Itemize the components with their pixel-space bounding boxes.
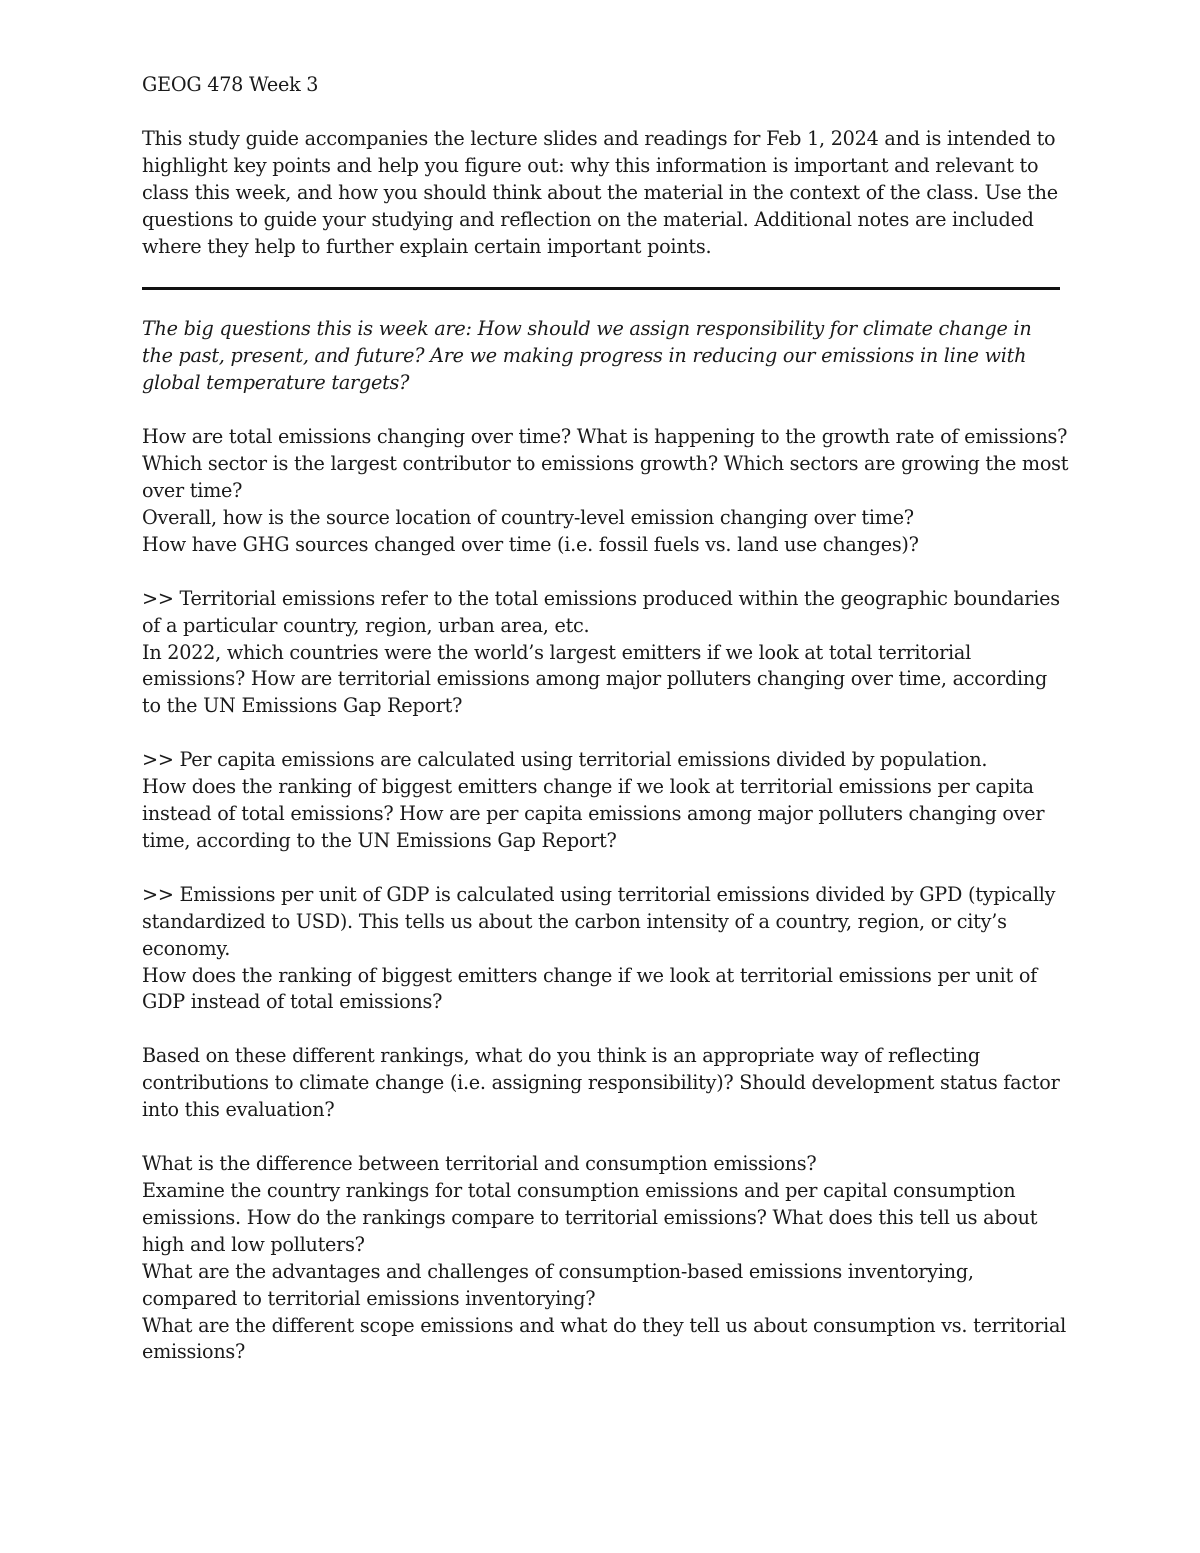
intro-line: class this week, and how you should think about the material in the context of the class. Use the: [142, 180, 1058, 204]
per-capita-line: time, according to the UN Emissions Gap Report?: [142, 828, 617, 852]
total-emissions-line: over time?: [142, 478, 243, 502]
total-emissions-line: Which sector is the largest contributor to emissions growth? Which sectors are growing the most: [142, 452, 1069, 476]
rankings-line: contributions to climate change (i.e. assigning responsibility)? Should development status factor: [142, 1071, 1060, 1095]
per-capita-line: instead of total emissions? How are per capita emissions among major polluters changing over: [142, 802, 1045, 826]
consumption-line: high and low polluters?: [142, 1232, 365, 1256]
big-questions-paragraph: [142, 316, 1060, 397]
gdp-emissions-section: [142, 882, 1060, 1017]
territorial-line: to the UN Emissions Gap Report?: [142, 694, 463, 718]
territorial-line: >> Territorial emissions refer to the total emissions produced within the geographic boundaries: [142, 586, 1060, 610]
total-emissions-questions: [142, 424, 1069, 559]
territorial-line: of a particular country, region, urban area, etc.: [142, 613, 590, 637]
gdp-line: GDP instead of total emissions?: [142, 990, 443, 1014]
big-questions-line: The big questions this is week are: How should we assign responsibility for climate change in: [142, 317, 1032, 341]
intro-paragraph: [142, 126, 1060, 261]
rankings-line: into this evaluation?: [142, 1098, 335, 1122]
gdp-line: standardized to USD). This tells us about the carbon intensity of a country, region, or city’s: [142, 909, 1007, 933]
gdp-line: economy.: [142, 936, 231, 960]
intro-line: This study guide accompanies the lecture slides and readings for Feb 1, 2024 and is intended to: [142, 126, 1056, 150]
gdp-line: >> Emissions per unit of GDP is calculated using territorial emissions divided by GPD (typically: [142, 882, 1056, 906]
intro-line: questions to guide your studying and reflection on the material. Additional notes are included: [142, 207, 1034, 231]
total-emissions-line: How have GHG sources changed over time (i.e. fossil fuels vs. land use changes)?: [142, 532, 919, 556]
consumption-emissions-section: [142, 1151, 1067, 1366]
territorial-line: In 2022, which countries were the world’s largest emitters if we look at total territorial: [142, 640, 971, 664]
document-title: GEOG 478 Week 3: [142, 73, 319, 96]
per-capita-emissions-section: [142, 747, 1060, 855]
consumption-line: What are the advantages and challenges of consumption-based emissions inventorying,: [142, 1259, 974, 1283]
consumption-line: Examine the country rankings for total consumption emissions and per capital consumption: [142, 1179, 1016, 1202]
gdp-line: How does the ranking of biggest emitters change if we look at territorial emissions per unit of: [142, 963, 1037, 987]
territorial-line: emissions? How are territorial emissions among major polluters changing over time, according: [142, 667, 1048, 691]
consumption-line: What is the difference between territorial and consumption emissions?: [142, 1152, 817, 1176]
per-capita-line: >> Per capita emissions are calculated using territorial emissions divided by population.: [142, 748, 988, 772]
consumption-line: compared to territorial emissions inventorying?: [142, 1286, 596, 1310]
rankings-section: [142, 1043, 1060, 1124]
total-emissions-line: Overall, how is the source location of country-level emission changing over time?: [142, 505, 914, 529]
consumption-line: What are the different scope emissions and what do they tell us about consumption vs. territorial: [142, 1313, 1067, 1337]
big-questions-line: the past, present, and future? Are we making progress in reducing our emissions in line with: [142, 344, 1027, 368]
big-questions-line: global temperature targets?: [142, 371, 410, 395]
document-page: [142, 72, 1069, 1393]
intro-line: where they help to further explain certain important points.: [142, 234, 712, 258]
intro-line: highlight key points and help you figure out: why this information is important and relevant to: [142, 153, 1039, 177]
horizontal-divider: [142, 287, 1060, 290]
consumption-line: emissions. How do the rankings compare to territorial emissions? What does this tell us about: [142, 1205, 1038, 1229]
rankings-line: Based on these different rankings, what do you think is an appropriate way of reflecting: [142, 1044, 980, 1068]
consumption-line: emissions?: [142, 1340, 246, 1364]
total-emissions-line: How are total emissions changing over time? What is happening to the growth rate of emissions?: [142, 425, 1068, 449]
territorial-emissions-section: [142, 586, 1060, 721]
per-capita-line: How does the ranking of biggest emitters change if we look at territorial emissions per capita: [142, 775, 1034, 799]
